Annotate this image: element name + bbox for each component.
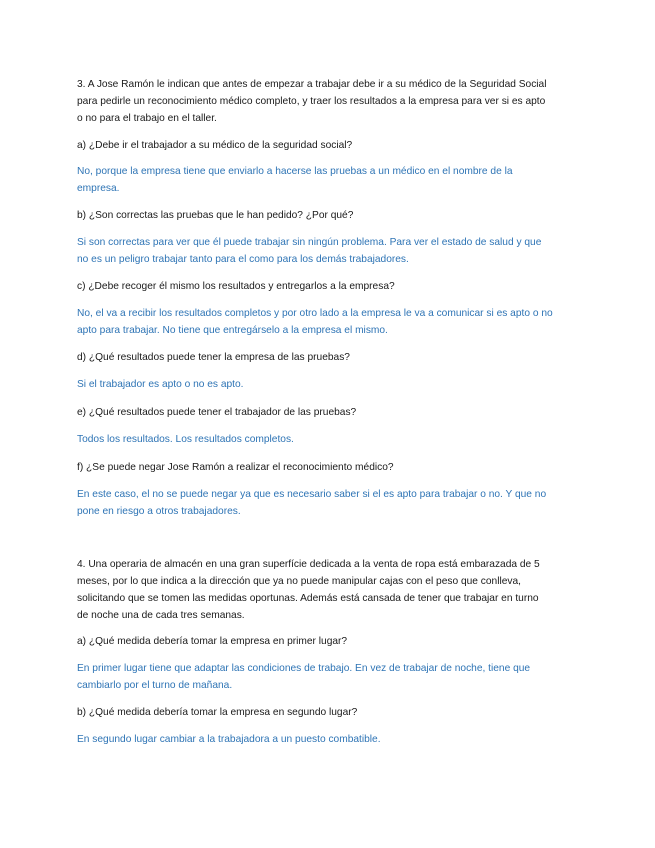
intro-line: 3. A Jose Ramón le indican que antes de empezar a trabajar debe ir a su médico de la Seguridad Social	[77, 79, 547, 90]
intro-line: para pedirle un reconocimiento médico completo, y traer los resultados a la empresa para ver si es apto	[77, 96, 546, 107]
answer-b: Si son correctas para ver que él puede trabajar sin ningún problema. Para ver el estado de salud y que no es un peligro trabajar tanto para el como para los demás trabajadores.	[77, 237, 542, 265]
question-c: c) ¿Debe recoger él mismo los resultados y entregarlos a la empresa?	[77, 281, 395, 292]
answer-f: En este caso, el no se puede negar ya que es necesario saber si el es apto para trabajar o no. Y que no pone en riesgo a otros trabajadores.	[77, 489, 547, 517]
question-4a: a) ¿Qué medida debería tomar la empresa en primer lugar?	[77, 636, 348, 647]
section4-intro	[77, 556, 582, 624]
intro-line: 4. Una operaria de almacén en una gran superfície dedicada a la venta de ropa está embarazada de 5	[77, 559, 540, 570]
answer-a: No, porque la empresa tiene que enviarlo a hacerse las pruebas a un médico en el nombre de la empresa.	[77, 166, 513, 194]
intro-line: de noche una de cada tres semanas.	[77, 610, 245, 621]
answer-4a: En primer lugar tiene que adaptar las condiciones de trabajo. En vez de trabajar de noche, tiene que cambiarlo por el turno de mañana.	[77, 663, 531, 691]
answer-d: Si el trabajador es apto o no es apto.	[77, 379, 244, 390]
question-b: b) ¿Son correctas las pruebas que le han pedido? ¿Por qué?	[77, 210, 354, 221]
question-d: d) ¿Qué resultados puede tener la empresa de las pruebas?	[77, 352, 350, 363]
question-4b: b) ¿Qué medida debería tomar la empresa en segundo lugar?	[77, 707, 358, 718]
intro-line: o no para el trabajo en el taller.	[77, 113, 217, 124]
intro-line: solicitando que se tomen las medidas oportunas. Además está cansada de tener que trabajar en turno	[77, 593, 539, 604]
section3-intro	[77, 76, 582, 127]
answer-c: No, el va a recibir los resultados completos y por otro lado a la empresa le va a comunicar si es apto o no apto para trabajar. No tiene que entregárselo a la empresa el mismo.	[77, 308, 553, 336]
question-a: a) ¿Debe ir el trabajador a su médico de la seguridad social?	[77, 140, 353, 151]
question-f: f) ¿Se puede negar Jose Ramón a realizar el reconocimiento médico?	[77, 462, 394, 473]
question-e: e) ¿Qué resultados puede tener el trabajador de las pruebas?	[77, 407, 357, 418]
intro-line: meses, por lo que indica a la dirección que ya no puede manipular cajas con el peso que conlleva,	[77, 576, 522, 587]
answer-4b: En segundo lugar cambiar a la trabajadora a un puesto combatible.	[77, 734, 381, 745]
answer-e: Todos los resultados. Los resultados completos.	[77, 434, 294, 445]
